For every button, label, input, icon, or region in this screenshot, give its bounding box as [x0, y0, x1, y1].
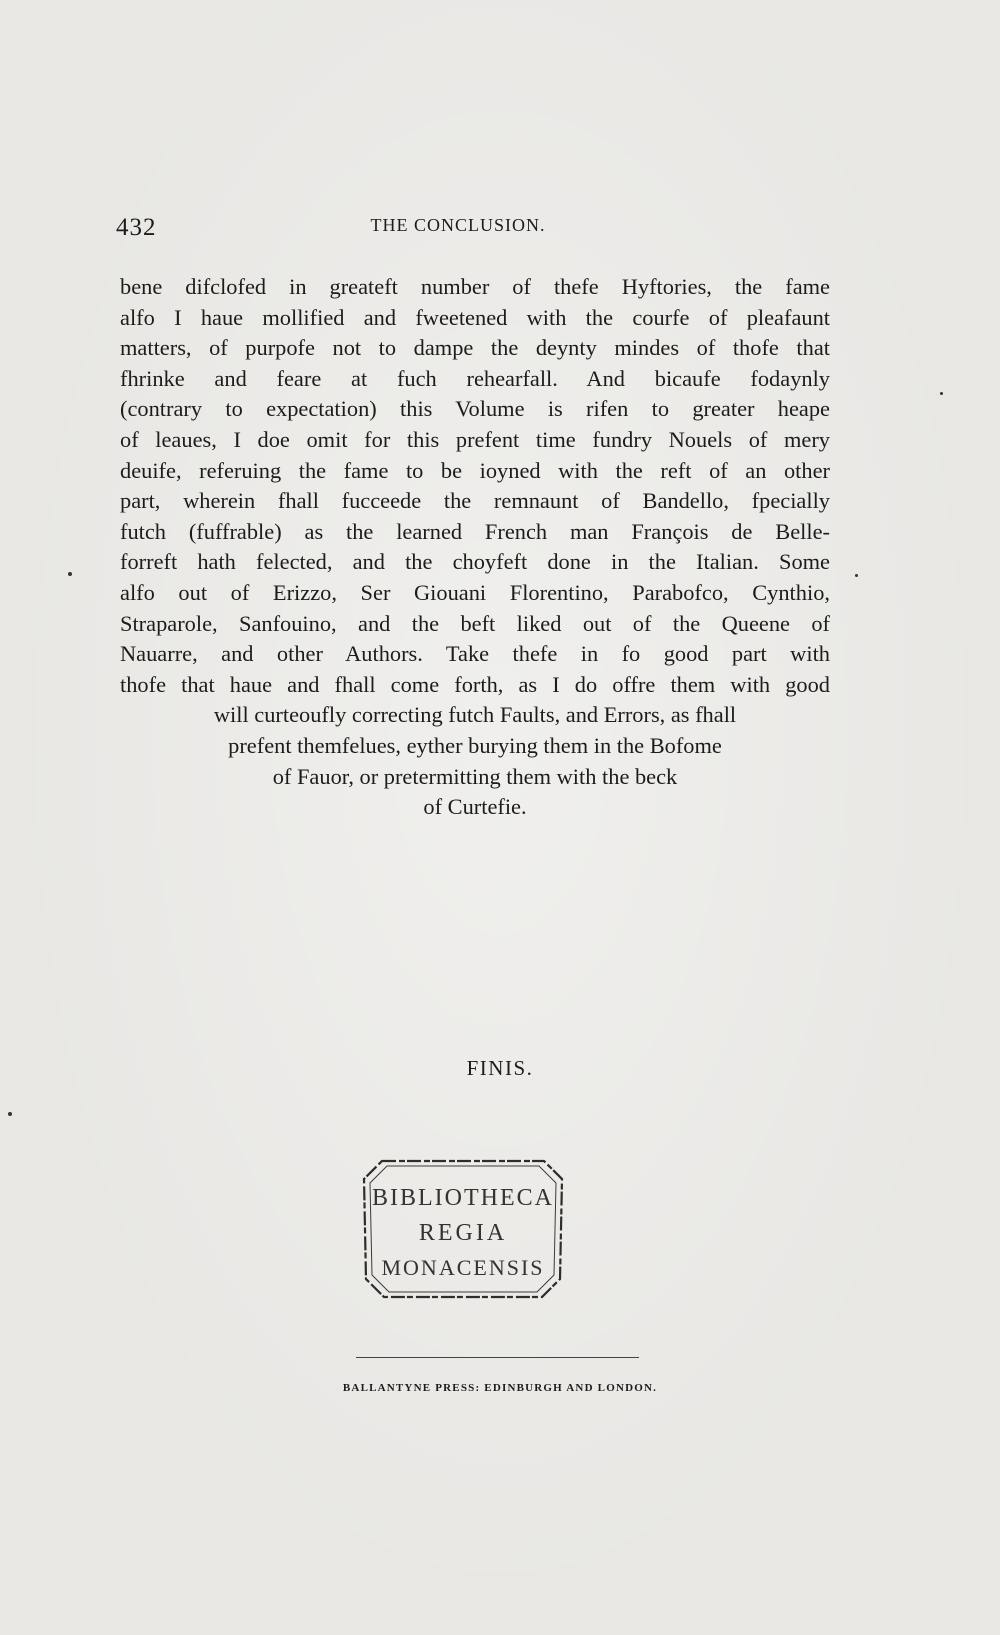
- ink-speck: [940, 392, 943, 395]
- ink-speck: [855, 574, 858, 577]
- text-line: of Curtefie.: [423, 794, 527, 820]
- page-number: 432: [116, 214, 157, 241]
- text-line: Straparole, Sanfouino, and the beft liked out of the Queene of: [120, 610, 830, 636]
- text-line: matters, of purpofe not to dampe the deynty mindes of thofe that: [120, 335, 830, 361]
- conclusion-paragraph: [120, 272, 830, 823]
- text-line: part, wherein fhall fucceede the remnaunt of Bandello, fpecially: [120, 488, 830, 514]
- running-title: THE CONCLUSION.: [370, 215, 546, 235]
- stamp-line-3: MONACENSIS: [381, 1255, 545, 1280]
- text-line: fhrinke and feare at fuch rehearfall. And bicaufe fodaynly: [120, 365, 830, 391]
- stamp-frame-icon: [360, 1157, 566, 1301]
- printer-imprint: BALLANTYNE PRESS: EDINBURGH AND LONDON.: [342, 1382, 658, 1394]
- text-line: forreft hath felected, and the choyfeft done in the Italian. Some: [120, 549, 830, 575]
- text-line: (contrary to expectation) this Volume is rifen to greater heape: [120, 396, 830, 422]
- text-line: deuife, referuing the fame to be ioyned with the reft of an other: [120, 457, 830, 483]
- imprint-rule: [356, 1357, 639, 1358]
- library-stamp: [360, 1157, 566, 1301]
- text-line: Nauarre, and other Authors. Take thefe in fo good part with: [120, 641, 830, 667]
- stamp-line-1: BIBLIOTHECA: [372, 1185, 554, 1211]
- text-line: alfo I haue mollified and fweetened with the courfe of pleafaunt: [120, 304, 830, 330]
- ink-speck: [68, 572, 72, 576]
- text-line: will curteoufly correcting futch Faults, and Errors, as fhall: [213, 702, 737, 728]
- text-line: thofe that haue and fhall come forth, as I do offre them with good: [120, 671, 830, 697]
- text-line: alfo out of Erizzo, Ser Giouani Florentino, Parabofco, Cynthio,: [120, 579, 830, 605]
- page-header: [116, 212, 800, 248]
- text-line: bene difclofed in greateft number of thefe Hyftories, the fame: [120, 274, 830, 299]
- text-line: futch (fuffrable) as the learned French man François de Belle-: [120, 518, 830, 544]
- finis-heading: FINIS.: [466, 1056, 534, 1080]
- text-line: prefent themfelues, eyther burying them in the Bofome: [228, 732, 722, 758]
- stamp-line-2: REGIA: [418, 1220, 508, 1246]
- text-line: of leaues, I doe omit for this prefent time fundry Nouels of mery: [120, 426, 830, 452]
- text-line: of Fauor, or pretermitting them with the beck: [272, 763, 678, 789]
- ink-speck: [8, 1112, 12, 1116]
